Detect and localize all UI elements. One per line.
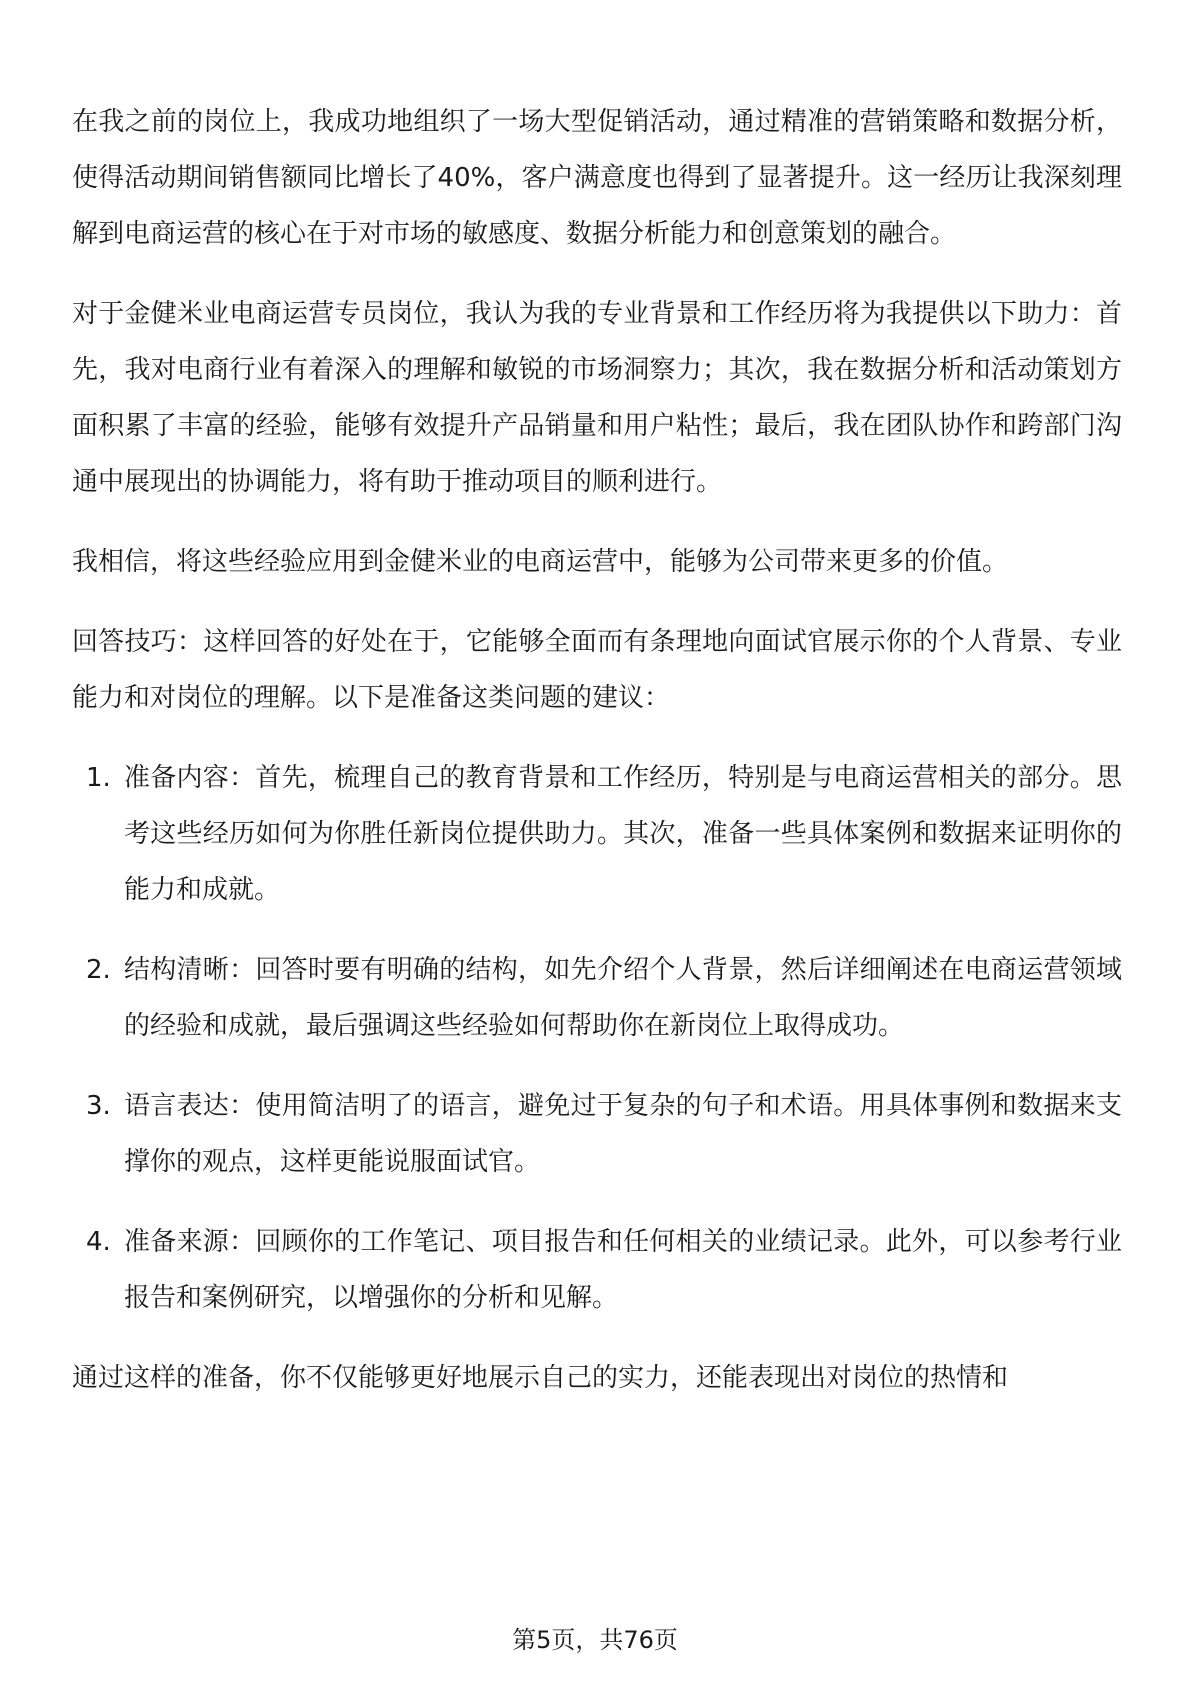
list-item-text: 准备来源：回顾你的工作笔记、项目报告和任何相关的业绩记录。此外，可以参考行业报告和案例研究，以增强你的分析和见解。 [124,1227,1122,1313]
paragraph-belief: 我相信，将这些经验应用到金健米业的电商运营中，能够为公司带来更多的价值。 [72,547,1009,577]
paragraph-conclusion: 通过这样的准备，你不仅能够更好地展示自己的实力，还能表现出对岗位的热情和 [72,1363,1009,1393]
list-item-text: 语言表达：使用简洁明了的语言，避免过于复杂的句子和术语。用具体事例和数据来支撑你的观点，这样更能说服面试官。 [124,1091,1122,1177]
list-item-text: 准备内容：首先，梳理自己的教育背景和工作经历，特别是与电商运营相关的部分。思考这些经历如何为你胜任新岗位提供助力。其次，准备一些具体案例和数据来证明你的能力和成就。 [124,763,1122,905]
list-item-number: 1. [86,763,111,793]
list-item [72,1078,1122,1190]
list-item [72,750,1122,918]
list-item-number: 3. [86,1091,111,1121]
list-item-text: 结构清晰：回答时要有明确的结构，如先介绍个人背景，然后详细阐述在电商运营领域的经验和成就，最后强调这些经验如何帮助你在新岗位上取得成功。 [124,955,1122,1041]
document-body [72,94,1122,1430]
list-item-number: 4. [86,1227,111,1257]
page-footer: 第5页，共76页 [512,1626,678,1654]
list-item-number: 2. [86,955,111,985]
list-item [72,942,1122,1054]
suggestion-list [72,750,1122,1326]
paragraph-answer-tips: 回答技巧：这样回答的好处在于，它能够全面而有条理地向面试官展示你的个人背景、专业能力和对岗位的理解。以下是准备这类问题的建议： [72,627,1122,713]
paragraph-position-fit: 对于金健米业电商运营专员岗位，我认为我的专业背景和工作经历将为我提供以下助力：首先，我对电商行业有着深入的理解和敏锐的市场洞察力；其次，我在数据分析和活动策划方面积累了丰富的经验，能够有效提升产品销量和用户粘性；最后，我在团队协作和跨部门沟通中展现出的协调能力，将有助于推动项目的顺利进行。 [72,299,1122,497]
list-item [72,1214,1122,1326]
paragraph-experience: 在我之前的岗位上，我成功地组织了一场大型促销活动，通过精准的营销策略和数据分析，使得活动期间销售额同比增长了40%，客户满意度也得到了显著提升。这一经历让我深刻理解到电商运营的核心在于对市场的敏感度、数据分析能力和创意策划的融合。 [72,107,1122,249]
